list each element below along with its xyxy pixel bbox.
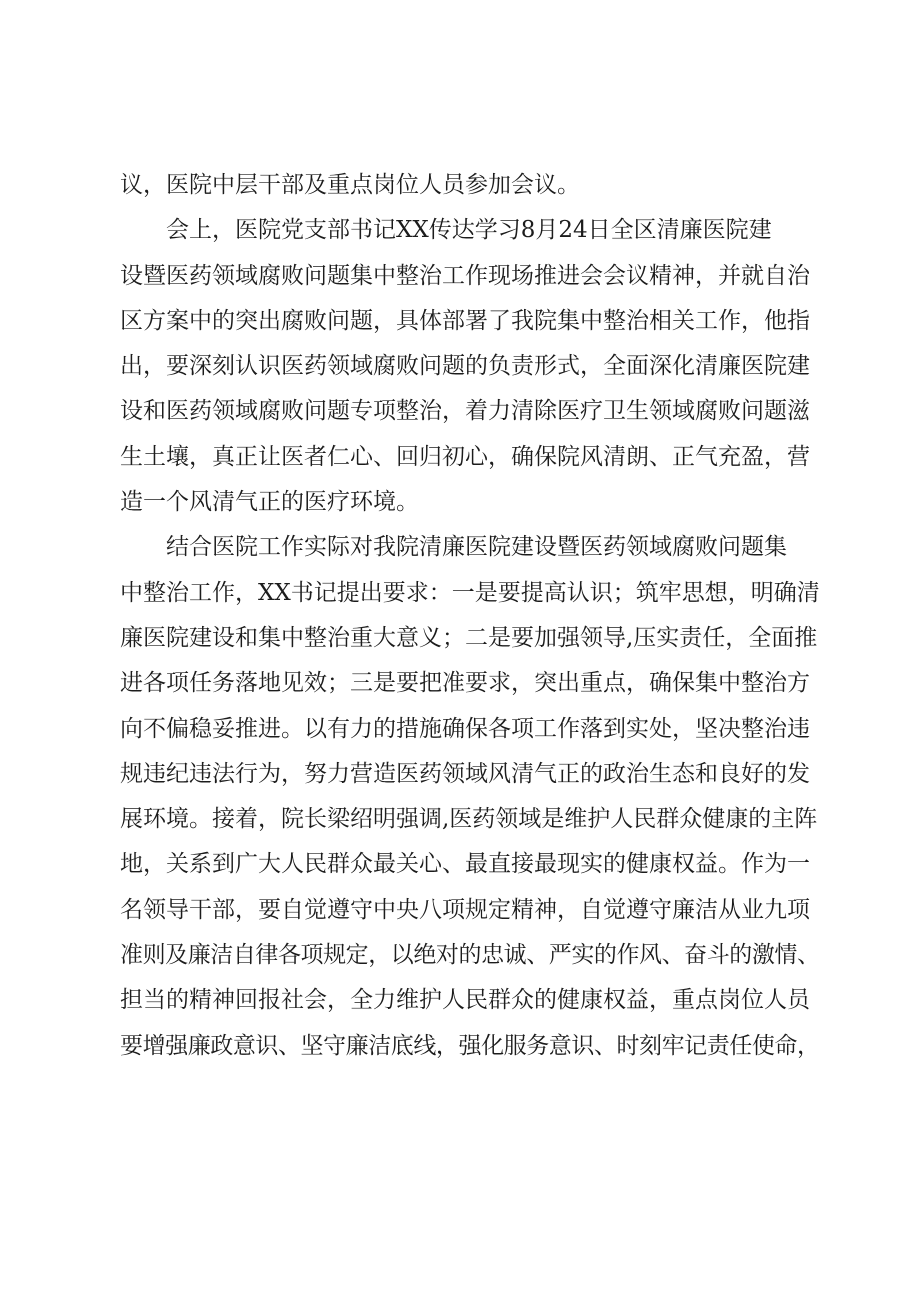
text-line: 设和医药领域腐败问题专项整治，着力清除医疗卫生领域腐败问题滋 xyxy=(120,398,810,425)
text-line: 生土壤，真正让医者仁心、回归初心，确保院风清朗、正气充盈，营 xyxy=(120,443,810,470)
text-line: 区方案中的突出腐败问题，具体部署了我院集中整治相关工作，他指 xyxy=(120,307,810,334)
text-line: 担当的精神回报社会，全力维护人民群众的健康权益，重点岗位人员 xyxy=(120,987,810,1014)
text-line: 出，要深刻认识医药领域腐败问题的负责形式，全面深化清廉医院建 xyxy=(120,353,810,380)
text-line: 会上，医院党支部书记XX传达学习8月24日全区清廉医院建 xyxy=(120,217,772,244)
text-line: 要增强廉政意识、坚守廉洁底线，强化服务意识、时刻牢记责任使命， xyxy=(120,1032,820,1059)
text-line: 向不偏稳妥推进。以有力的措施确保各项工作落到实处，坚决整治违 xyxy=(120,715,810,742)
text-line: 展环境。接着，院长梁绍明强调,医药领域是维护人民群众健康的主阵 xyxy=(120,806,818,833)
text-line: 进各项任务落地见效；三是要把准要求，突出重点，确保集中整治方 xyxy=(120,670,810,697)
text-line: 准则及廉洁自律各项规定，以绝对的忠诚、严实的作风、奋斗的激情、 xyxy=(120,942,820,969)
text-line: 设暨医药领域腐败问题集中整治工作现场推进会会议精神，并就自治 xyxy=(120,262,810,289)
text-line: 地，关系到广大人民群众最关心、最直接最现实的健康权益。作为一 xyxy=(120,851,810,878)
text-line: 中整治工作，XX书记提出要求：一是要提高认识；筑牢思想，明确清 xyxy=(120,579,820,606)
text-line: 结合医院工作实际对我院清廉医院建设暨医药领域腐败问题集 xyxy=(120,534,787,561)
text-line: 造一个风清气正的医疗环境。 xyxy=(120,489,419,516)
body-text xyxy=(120,163,820,1069)
text-line: 议，医院中层干部及重点岗位人员参加会议。 xyxy=(120,172,580,198)
text-line: 名领导干部，要自觉遵守中央八项规定精神，自觉遵守廉洁从业九项 xyxy=(120,896,810,923)
text-line: 规违纪违法行为，努力营造医药领域风清气正的政治生态和良好的发 xyxy=(120,760,810,787)
text-line: 廉医院建设和集中整治重大意义；二是要加强领导,压实责任，全面推 xyxy=(120,624,818,651)
